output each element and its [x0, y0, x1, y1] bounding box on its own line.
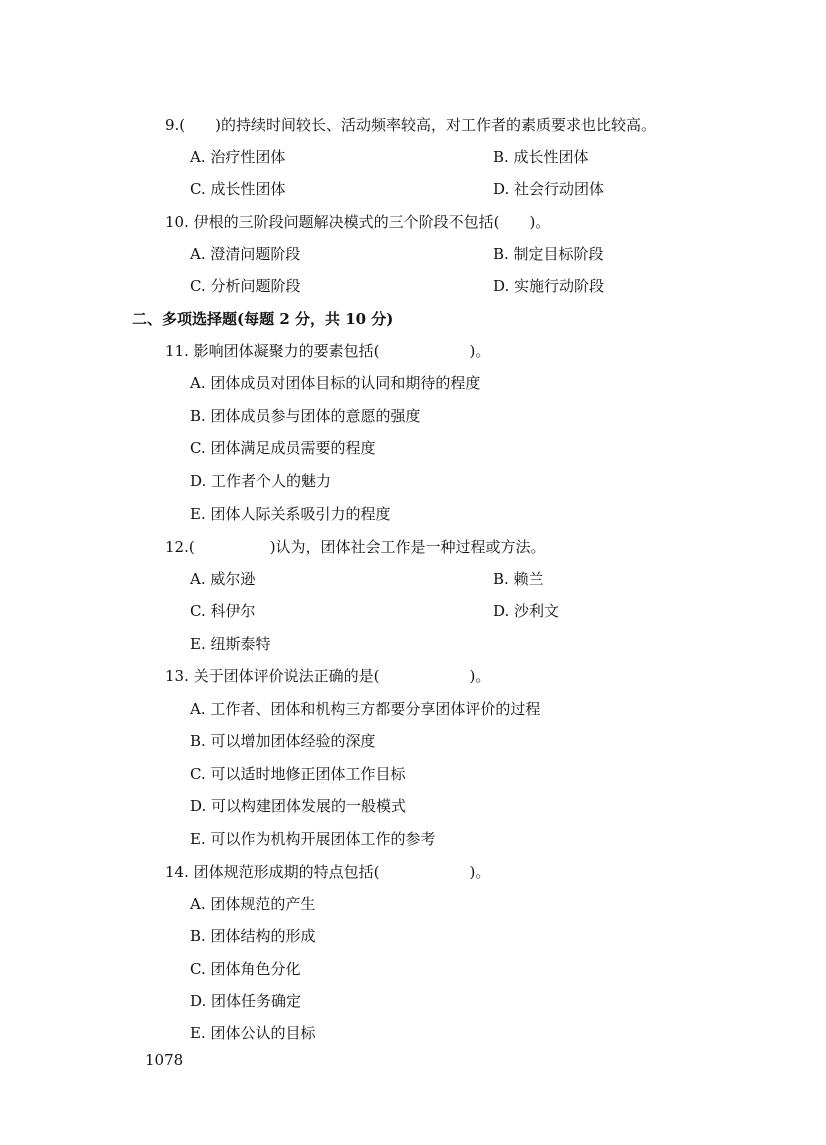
question-stem: 9.( )的持续时间较长、活动频率较高，对工作者的素质要求也比较高。	[165, 116, 657, 134]
option-b: B. 可以增加团体经验的深度	[190, 732, 376, 750]
option-b: B. 赖兰	[493, 570, 544, 588]
option-e: E. 可以作为机构开展团体工作的参考	[190, 830, 436, 848]
option-d: D. 工作者个人的魅力	[190, 472, 332, 490]
option-e: E. 团体公认的目标	[190, 1024, 316, 1042]
option-d: D. 沙利文	[493, 602, 560, 620]
option-c: C. 团体角色分化	[190, 960, 301, 978]
option-c: C. 团体满足成员需要的程度	[190, 439, 376, 457]
option-b: B. 团体成员参与团体的意愿的强度	[190, 407, 421, 425]
option-b: B. 团体结构的形成	[190, 927, 316, 945]
option-a: A. 团体成员对团体目标的认同和期待的程度	[190, 374, 481, 392]
option-c: C. 可以适时地修正团体工作目标	[190, 765, 406, 783]
option-d: D. 社会行动团体	[493, 180, 605, 198]
page-number: 1078	[145, 1051, 184, 1069]
question-stem: 11. 影响团体凝聚力的要素包括( )。	[165, 342, 491, 360]
option-b: B. 成长性团体	[493, 148, 589, 166]
section-heading: 二、多项选择题(每题 2 分，共 10 分)	[132, 310, 394, 328]
option-d: D. 团体任务确定	[190, 992, 302, 1010]
question-stem: 13. 关于团体评价说法正确的是( )。	[165, 667, 491, 685]
option-c: C. 成长性团体	[190, 180, 286, 198]
option-b: B. 制定目标阶段	[493, 245, 604, 263]
question-stem: 14. 团体规范形成期的特点包括( )。	[165, 863, 491, 881]
option-e: E. 团体人际关系吸引力的程度	[190, 505, 391, 523]
question-stem: 12.( )认为，团体社会工作是一种过程或方法。	[165, 538, 546, 556]
option-a: A. 澄清问题阶段	[190, 245, 301, 263]
option-d: D. 可以构建团体发展的一般模式	[190, 797, 407, 815]
option-c: C. 分析问题阶段	[190, 277, 301, 295]
option-e: E. 纽斯泰特	[190, 635, 271, 653]
question-stem: 10. 伊根的三阶段问题解决模式的三个阶段不包括( )。	[165, 213, 551, 231]
option-a: A. 工作者、团体和机构三方都要分享团体评价的过程	[190, 700, 541, 718]
option-d: D. 实施行动阶段	[493, 277, 605, 295]
option-a: A. 团体规范的产生	[190, 895, 316, 913]
option-a: A. 治疗性团体	[190, 148, 286, 166]
option-a: A. 威尔逊	[190, 570, 256, 588]
option-c: C. 科伊尔	[190, 602, 256, 620]
